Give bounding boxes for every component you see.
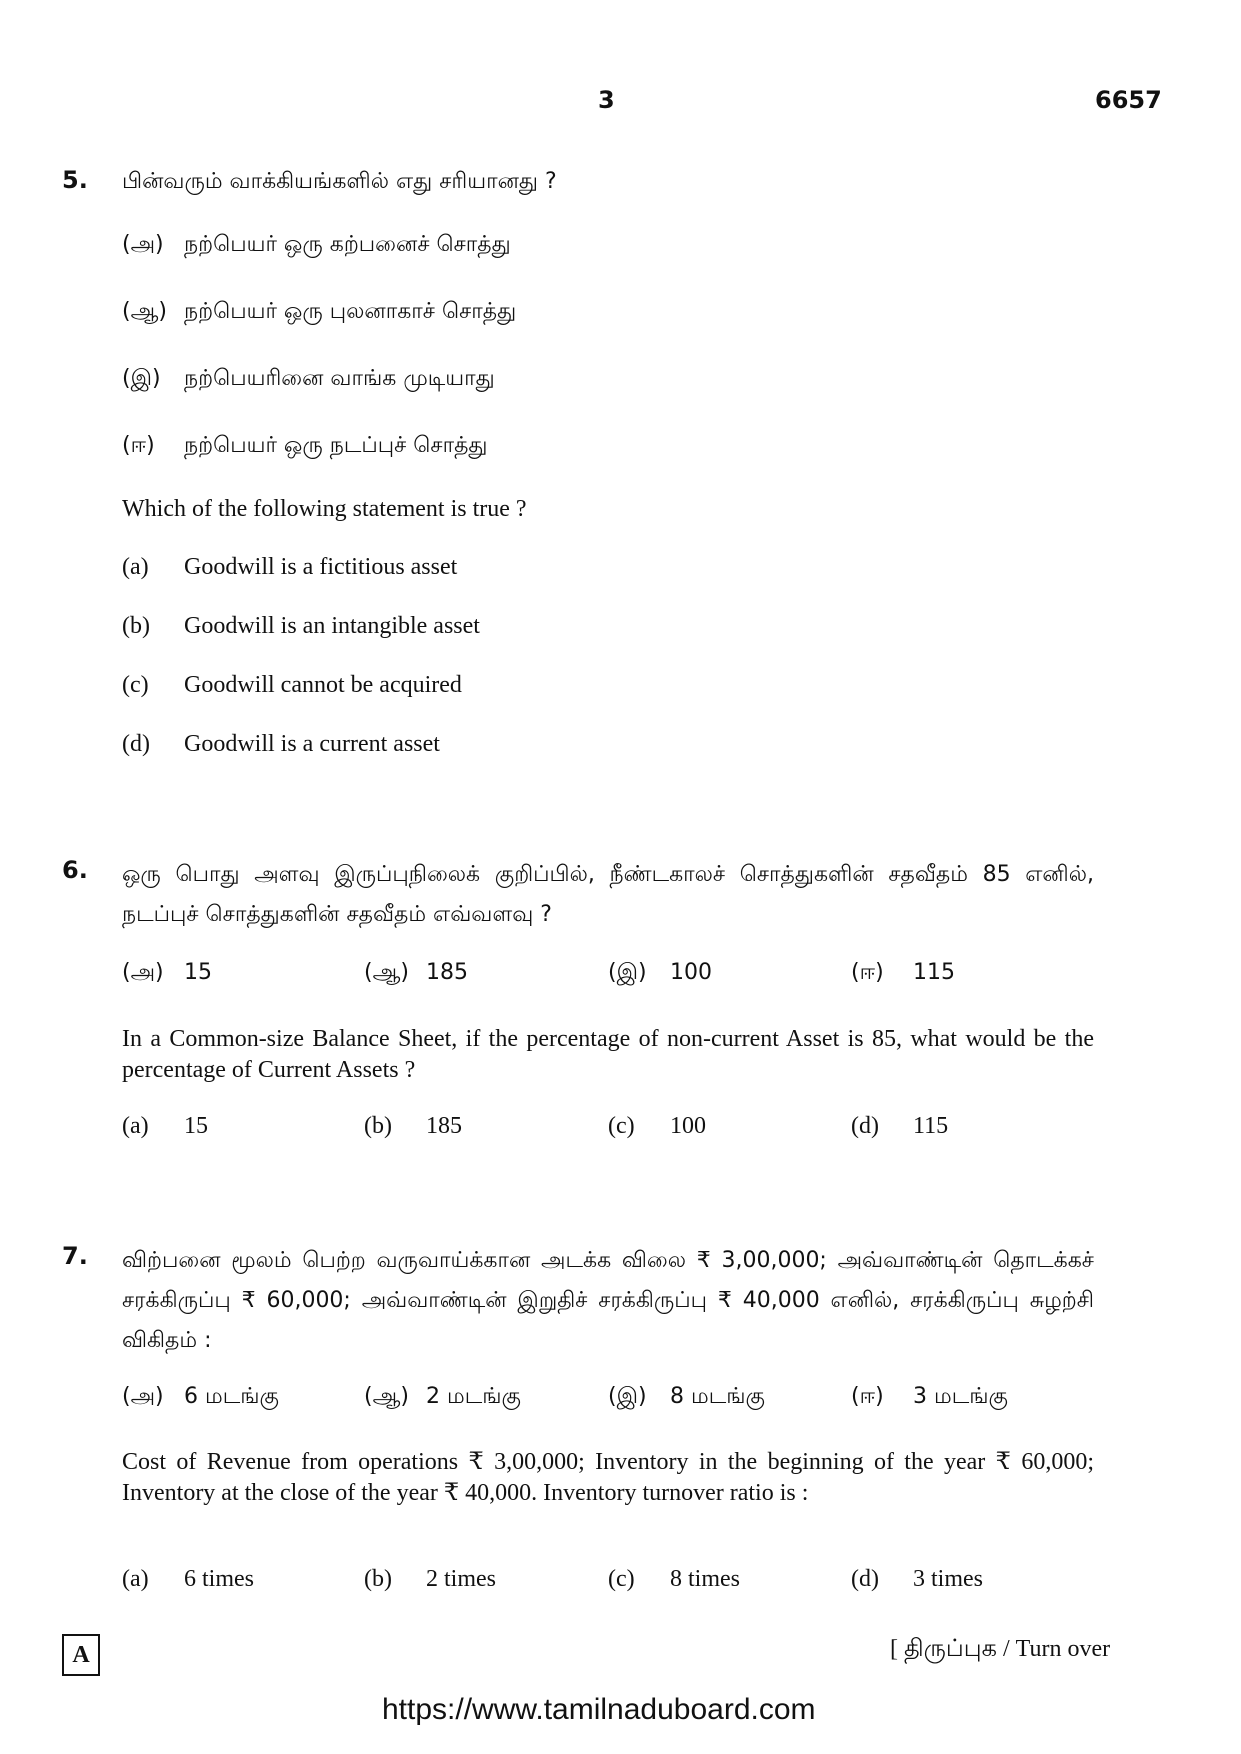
option xyxy=(122,1113,208,1140)
question-number: 6. xyxy=(62,856,88,884)
option-label: (c) xyxy=(608,1113,635,1139)
option xyxy=(851,960,955,988)
option xyxy=(364,1566,496,1593)
option-label: (ஆ) xyxy=(364,960,409,985)
question-number: 7. xyxy=(62,1242,88,1270)
option-label: (அ) xyxy=(122,960,164,985)
paper-code: 6657 xyxy=(1095,86,1162,114)
option-text: 115 xyxy=(913,960,955,985)
options-row-tamil xyxy=(122,1384,1122,1416)
option-text: 185 xyxy=(426,1113,462,1139)
option-text: 115 xyxy=(913,1113,949,1139)
option-english xyxy=(122,613,480,640)
option-label: (ஈ) xyxy=(122,433,155,458)
option-label: (ஈ) xyxy=(851,960,884,985)
options-row-tamil xyxy=(122,960,1122,992)
option xyxy=(364,1384,521,1412)
option-label: (d) xyxy=(851,1113,879,1139)
option-english xyxy=(122,554,457,581)
option-label: (ஆ) xyxy=(122,299,167,324)
option xyxy=(851,1566,983,1593)
option-english xyxy=(122,731,440,758)
option-label: (a) xyxy=(122,1566,149,1592)
option xyxy=(608,1384,765,1412)
question-text-english: Which of the following statement is true ? xyxy=(122,496,527,522)
option-label: (b) xyxy=(122,613,150,639)
option-text: 3 times xyxy=(913,1566,983,1592)
option xyxy=(608,1113,706,1140)
option-label: (a) xyxy=(122,554,149,580)
option-text: 8 times xyxy=(670,1566,740,1592)
options-row-english xyxy=(122,1113,1122,1145)
option xyxy=(608,1566,740,1593)
option-label: (c) xyxy=(122,672,149,698)
question-text-english: Cost of Revenue from operations ₹ 3,00,000; Inventory in the beginning of the year ₹ 60,000; Inventory at the close of the year ₹ 40,000. Inventory turnover ratio is : xyxy=(122,1449,1094,1506)
option-label: (இ) xyxy=(608,1384,647,1409)
option-tamil xyxy=(122,366,495,394)
option xyxy=(122,960,212,988)
question-text-tamil: பின்வரும் வாக்கியங்களில் எது சரியானது ? xyxy=(122,169,557,194)
option-text: 100 xyxy=(670,960,712,985)
option-label: (b) xyxy=(364,1113,392,1139)
option-text: நற்பெயரினை வாங்க முடியாது xyxy=(184,366,495,391)
option-text: 2 மடங்கு xyxy=(426,1384,521,1409)
option xyxy=(608,960,712,988)
option-label: (d) xyxy=(851,1566,879,1592)
page-number: 3 xyxy=(598,86,615,114)
option xyxy=(851,1113,948,1140)
option-text: Goodwill is a fictitious asset xyxy=(184,554,458,580)
question-text-english: In a Common-size Balance Sheet, if the percentage of non-current Asset is 85, what would be the percentage of Current Assets ? xyxy=(122,1026,1094,1083)
option-label: (அ) xyxy=(122,1384,164,1409)
option-label: (ஆ) xyxy=(364,1384,409,1409)
option-text: 3 மடங்கு xyxy=(913,1384,1008,1409)
option-text: 6 times xyxy=(184,1566,254,1592)
option-text: நற்பெயர் ஒரு நடப்புச் சொத்து xyxy=(184,433,488,458)
footer-url[interactable]: https://www.tamilnaduboard.com xyxy=(382,1693,816,1726)
option xyxy=(851,1384,1008,1412)
option-text: 15 xyxy=(184,1113,208,1139)
option xyxy=(122,1384,279,1412)
option-label: (d) xyxy=(122,731,150,757)
option-text: 185 xyxy=(426,960,468,985)
option-text: நற்பெயர் ஒரு புலனாகாச் சொத்து xyxy=(184,299,517,324)
question-text-tamil: விற்பனை மூலம் பெற்ற வருவாய்க்கான அடக்க விலை ₹ 3,00,000; அவ்வாண்டின் தொடக்கச் சரக்கிருப்பு ₹ 60,000; அவ்வாண்டின் இறுதிச் சரக்கிருப்பு ₹ 40,000 எனில், சரக்கிருப்பு சுழற்சி விகிதம் : xyxy=(122,1248,1094,1353)
option-label: (a) xyxy=(122,1113,149,1139)
version-box: A xyxy=(62,1634,100,1676)
option xyxy=(364,1113,462,1140)
option-text: நற்பெயர் ஒரு கற்பனைச் சொத்து xyxy=(184,232,511,257)
option-text: 15 xyxy=(184,960,212,985)
option-text: 2 times xyxy=(426,1566,496,1592)
option-label: (ஈ) xyxy=(851,1384,884,1409)
option-english xyxy=(122,672,462,699)
option-text: Goodwill cannot be acquired xyxy=(184,672,462,698)
option-tamil xyxy=(122,232,511,260)
turn-over-note: [ திருப்புக / Turn over xyxy=(890,1636,1111,1662)
option-text: 6 மடங்கு xyxy=(184,1384,279,1409)
option xyxy=(364,960,468,988)
question-number: 5. xyxy=(62,166,88,194)
option-label: (இ) xyxy=(608,960,647,985)
option-tamil xyxy=(122,299,516,327)
option-text: Goodwill is an intangible asset xyxy=(184,613,480,639)
option-tamil xyxy=(122,433,488,461)
option-label: (b) xyxy=(364,1566,392,1592)
option-text: Goodwill is a current asset xyxy=(184,731,440,757)
option-label: (இ) xyxy=(122,366,161,391)
option-text: 8 மடங்கு xyxy=(670,1384,765,1409)
option-text: 100 xyxy=(670,1113,706,1139)
option xyxy=(122,1566,254,1593)
option-label: (c) xyxy=(608,1566,635,1592)
option-label: (அ) xyxy=(122,232,164,257)
options-row-english xyxy=(122,1566,1122,1598)
question-text-tamil: ஒரு பொது அளவு இருப்புநிலைக் குறிப்பில், நீண்டகாலச் சொத்துகளின் சதவீதம் 85 எனில், நடப்புச் சொத்துகளின் சதவீதம் எவ்வளவு ? xyxy=(122,862,1094,927)
